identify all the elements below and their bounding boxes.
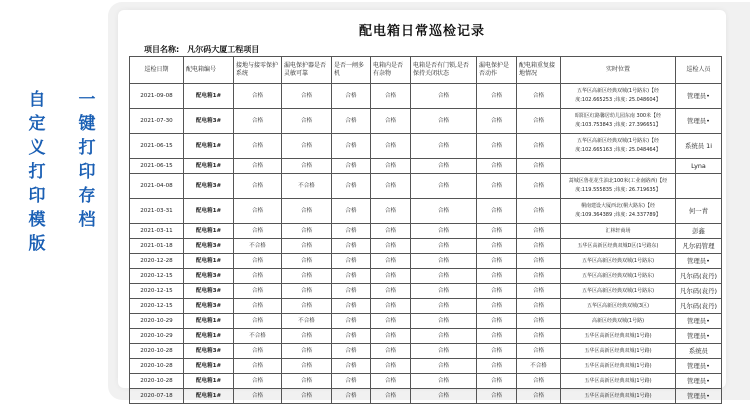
check-cell: 合格 [332, 269, 371, 284]
check-cell: 合格 [371, 134, 411, 159]
check-cell: 合格 [517, 84, 561, 109]
inspector-cell: 管理员• [676, 109, 722, 134]
document-page [118, 10, 726, 400]
location-cell: 五华区高新区经典双城(1号路) [561, 359, 676, 374]
project-label: 项目名称: [144, 45, 180, 54]
check-cell: 不合格 [282, 314, 332, 329]
inspector-cell [676, 174, 722, 199]
check-cell: 合格 [234, 159, 282, 174]
check-cell: 合格 [477, 254, 517, 269]
check-cell: 合格 [411, 269, 477, 284]
check-cell: 合格 [517, 284, 561, 299]
table-row [130, 344, 722, 359]
date-cell: 2020-07-18 [130, 389, 184, 404]
check-cell: 合格 [477, 284, 517, 299]
check-cell: 合格 [411, 344, 477, 359]
check-cell: 合格 [477, 389, 517, 404]
check-cell: 合格 [411, 389, 477, 404]
location-cell: 蒿城区鲁花花生油北100米(工业南路西)【经度:119.555835 ;纬度: 26.719635】 [561, 174, 676, 199]
side-char: 键 [78, 114, 96, 134]
box-cell: 配电箱1# [184, 224, 234, 239]
box-cell: 配电箱1# [184, 134, 234, 159]
table-row [130, 389, 722, 404]
check-cell: 合格 [517, 199, 561, 224]
box-cell: 配电箱3# [184, 239, 234, 254]
check-cell: 合格 [517, 269, 561, 284]
check-cell: 合格 [332, 134, 371, 159]
check-cell: 合格 [234, 344, 282, 359]
check-cell: 合格 [371, 299, 411, 314]
check-cell: 合格 [234, 199, 282, 224]
check-cell: 合格 [234, 134, 282, 159]
date-cell: 2020-12-15 [130, 299, 184, 314]
check-cell: 合格 [332, 374, 371, 389]
table-row [130, 239, 722, 254]
check-cell: 合格 [371, 344, 411, 359]
table-row [130, 224, 722, 239]
table-row [130, 269, 722, 284]
col-header: 漏电保护是否动作 [477, 57, 517, 84]
col-header: 巡检日期 [130, 57, 184, 84]
check-cell: 合格 [332, 344, 371, 359]
check-cell: 合格 [371, 374, 411, 389]
check-cell: 合格 [517, 344, 561, 359]
location-cell: 昭阳区红路馨居幼儿园东南 300米【经度:103.753843 ;纬度: 27.396651】 [561, 109, 676, 134]
box-cell: 配电箱1# [184, 374, 234, 389]
check-cell: 合格 [282, 359, 332, 374]
box-cell: 配电箱1# [184, 84, 234, 109]
check-cell: 合格 [517, 389, 561, 404]
inspector-cell: 凡尔码(袁丹) [676, 284, 722, 299]
col-header: 配电箱编号 [184, 57, 234, 84]
check-cell: 合格 [517, 374, 561, 389]
check-cell: 合格 [332, 314, 371, 329]
check-cell: 合格 [477, 239, 517, 254]
check-cell: 合格 [332, 174, 371, 199]
box-cell: 配电箱3# [184, 109, 234, 134]
check-cell: 合格 [517, 299, 561, 314]
check-cell: 合格 [234, 374, 282, 389]
table-row [130, 199, 722, 224]
table-row [130, 374, 722, 389]
check-cell: 合格 [411, 299, 477, 314]
table-row [130, 359, 722, 374]
check-cell: 合格 [234, 389, 282, 404]
side-char: 档 [78, 210, 96, 230]
check-cell: 合格 [371, 329, 411, 344]
side-char: 版 [28, 234, 46, 254]
check-cell: 合格 [332, 389, 371, 404]
inspector-cell: 凡尔码(袁丹) [676, 299, 722, 314]
inspector-cell: 管理员• [676, 84, 722, 109]
side-char: 印 [28, 186, 46, 206]
check-cell: 合格 [517, 134, 561, 159]
check-cell: 合格 [477, 269, 517, 284]
location-cell [561, 159, 676, 174]
check-cell: 合格 [477, 109, 517, 134]
check-cell: 合格 [517, 254, 561, 269]
table-body [130, 84, 722, 404]
check-cell: 合格 [332, 254, 371, 269]
table-row [130, 299, 722, 314]
check-cell: 合格 [517, 224, 561, 239]
col-header: 漏电保护器是否灵敏可靠 [282, 57, 332, 84]
check-cell: 合格 [234, 269, 282, 284]
check-cell: 合格 [477, 299, 517, 314]
check-cell: 合格 [282, 389, 332, 404]
box-cell: 配电箱1# [184, 314, 234, 329]
check-cell: 合格 [282, 239, 332, 254]
col-header: 实时位置 [561, 57, 676, 84]
side-char: 印 [78, 162, 96, 182]
check-cell: 合格 [371, 84, 411, 109]
check-cell: 合格 [332, 199, 371, 224]
inspection-table [129, 56, 722, 404]
side-char: 自 [28, 90, 46, 110]
check-cell: 合格 [332, 284, 371, 299]
check-cell: 合格 [411, 224, 477, 239]
check-cell: 合格 [371, 314, 411, 329]
location-cell: 五华区高新区经典双城(1号路) [561, 344, 676, 359]
check-cell: 合格 [332, 159, 371, 174]
date-cell: 2020-10-28 [130, 359, 184, 374]
table-header-row [130, 57, 722, 84]
box-cell: 配电箱3# [184, 299, 234, 314]
inspector-cell: 管理员• [676, 329, 722, 344]
check-cell: 合格 [371, 224, 411, 239]
check-cell: 合格 [332, 359, 371, 374]
side-char: 义 [28, 138, 46, 158]
check-cell: 合格 [234, 299, 282, 314]
side-caption-one-click-print [76, 88, 98, 232]
col-header: 配电箱重复接地情况 [517, 57, 561, 84]
location-cell: 五华区高新区经典双城(1号路东) [561, 254, 676, 269]
side-char: 存 [78, 186, 96, 206]
check-cell: 不合格 [234, 239, 282, 254]
box-cell: 配电箱3# [184, 284, 234, 299]
inspector-cell: 管理员• [676, 374, 722, 389]
location-cell: 五华区高新区经典双城(3区) [561, 299, 676, 314]
check-cell: 合格 [371, 239, 411, 254]
date-cell: 2020-12-15 [130, 284, 184, 299]
check-cell: 合格 [282, 374, 332, 389]
inspector-cell: 彭鑫 [676, 224, 722, 239]
inspector-cell: 系统员 1i [676, 134, 722, 159]
document-title: 配电箱日常巡检记录 [358, 24, 485, 39]
date-cell: 2021-09-08 [130, 84, 184, 109]
location-cell: 五华区高新区经典双城(1号路东) [561, 269, 676, 284]
table-row [130, 159, 722, 174]
inspector-cell: 何一青 [676, 199, 722, 224]
location-cell: 高新区经典双城(1号路) [561, 314, 676, 329]
check-cell: 合格 [477, 174, 517, 199]
date-cell: 2020-12-15 [130, 269, 184, 284]
side-char: 一 [78, 90, 96, 110]
col-header: 是否一闸多机 [332, 57, 371, 84]
table-row [130, 84, 722, 109]
box-cell: 配电箱1# [184, 359, 234, 374]
location-cell: 五华区高新区经典双城(1号路东)【经度:102.665163 ;纬度: 25.048464】 [561, 134, 676, 159]
box-cell: 配电箱1# [184, 389, 234, 404]
side-char: 打 [28, 162, 46, 182]
check-cell: 合格 [411, 199, 477, 224]
date-cell: 2021-01-18 [130, 239, 184, 254]
check-cell: 合格 [371, 269, 411, 284]
box-cell: 配电箱1# [184, 254, 234, 269]
check-cell: 合格 [332, 224, 371, 239]
check-cell: 合格 [332, 329, 371, 344]
check-cell: 合格 [282, 254, 332, 269]
check-cell: 合格 [371, 389, 411, 404]
check-cell: 合格 [371, 199, 411, 224]
check-cell: 合格 [371, 284, 411, 299]
col-header: 电箱内是否有杂物 [371, 57, 411, 84]
check-cell: 合格 [332, 239, 371, 254]
check-cell: 合格 [282, 284, 332, 299]
check-cell: 合格 [234, 109, 282, 134]
inspector-cell: 凡尔码管理 [676, 239, 722, 254]
check-cell: 合格 [477, 134, 517, 159]
check-cell: 合格 [477, 84, 517, 109]
check-cell: 合格 [332, 84, 371, 109]
box-cell: 配电箱3# [184, 174, 234, 199]
check-cell: 合格 [411, 329, 477, 344]
check-cell: 合格 [517, 109, 561, 134]
check-cell: 合格 [517, 239, 561, 254]
inspector-cell: 凡尔码(袁丹) [676, 269, 722, 284]
table-row [130, 284, 722, 299]
box-cell: 配电箱1# [184, 329, 234, 344]
check-cell: 合格 [371, 254, 411, 269]
location-cell: 桐南建设大厦西北(桐大路东)【经度:109.364389 ;纬度: 24.337789】 [561, 199, 676, 224]
check-cell: 合格 [332, 109, 371, 134]
check-cell: 合格 [477, 359, 517, 374]
location-cell: 五华区高新区经典双城(1号路东) [561, 284, 676, 299]
check-cell: 合格 [234, 174, 282, 199]
check-cell: 合格 [234, 84, 282, 109]
side-caption-custom-template [26, 88, 48, 256]
check-cell: 合格 [477, 329, 517, 344]
check-cell: 合格 [282, 159, 332, 174]
check-cell: 不合格 [234, 329, 282, 344]
check-cell: 合格 [411, 134, 477, 159]
check-cell: 合格 [411, 359, 477, 374]
check-cell: 合格 [332, 299, 371, 314]
check-cell: 合格 [477, 314, 517, 329]
table-row [130, 109, 722, 134]
box-cell: 配电箱3# [184, 269, 234, 284]
check-cell: 合格 [234, 359, 282, 374]
check-cell: 合格 [477, 374, 517, 389]
date-cell: 2021-06-15 [130, 134, 184, 159]
check-cell: 合格 [234, 254, 282, 269]
check-cell: 合格 [517, 314, 561, 329]
date-cell: 2021-03-31 [130, 199, 184, 224]
check-cell: 合格 [282, 199, 332, 224]
check-cell: 合格 [411, 374, 477, 389]
check-cell: 合格 [282, 269, 332, 284]
date-cell: 2020-10-29 [130, 329, 184, 344]
project-line [144, 44, 259, 55]
check-cell: 合格 [282, 109, 332, 134]
date-cell: 2020-10-28 [130, 374, 184, 389]
check-cell: 合格 [411, 284, 477, 299]
date-cell: 2021-04-08 [130, 174, 184, 199]
box-cell: 配电箱3# [184, 344, 234, 359]
side-char: 打 [78, 138, 96, 158]
col-header: 巡检人员 [676, 57, 722, 84]
location-cell: 五华区高新区经典双城(1号路东)【经度:102.665253 ;纬度: 25.048604】 [561, 84, 676, 109]
check-cell: 合格 [477, 224, 517, 239]
inspector-cell: 管理员• [676, 359, 722, 374]
date-cell: 2021-03-11 [130, 224, 184, 239]
check-cell: 合格 [234, 284, 282, 299]
table-row [130, 314, 722, 329]
inspector-cell: 系统员 [676, 344, 722, 359]
check-cell: 合格 [517, 329, 561, 344]
location-cell: 五华区高新区经典双城D区(1号路东) [561, 239, 676, 254]
inspector-cell: 管理员• [676, 254, 722, 269]
check-cell: 合格 [477, 159, 517, 174]
inspector-cell: 管理员• [676, 389, 722, 404]
check-cell: 合格 [234, 314, 282, 329]
table-row [130, 174, 722, 199]
date-cell: 2020-10-28 [130, 344, 184, 359]
location-cell: 五华区高新区经典双城(1号路) [561, 329, 676, 344]
table-row [130, 134, 722, 159]
check-cell: 合格 [411, 84, 477, 109]
check-cell: 合格 [411, 174, 477, 199]
table-row [130, 329, 722, 344]
date-cell: 2020-10-29 [130, 314, 184, 329]
check-cell: 不合格 [517, 359, 561, 374]
col-header: 接地与接零保护系统 [234, 57, 282, 84]
table-row [130, 254, 722, 269]
inspector-cell: 管理员• [676, 314, 722, 329]
check-cell: 合格 [282, 134, 332, 159]
box-cell: 配电箱1# [184, 199, 234, 224]
project-value: 凡尔码大厦工程项目 [187, 45, 260, 54]
check-cell: 合格 [282, 84, 332, 109]
location-cell: 五华区高新区经典双城(1号路) [561, 374, 676, 389]
check-cell: 合格 [371, 109, 411, 134]
check-cell: 合格 [517, 159, 561, 174]
check-cell: 合格 [411, 314, 477, 329]
check-cell: 合格 [411, 239, 477, 254]
location-cell: 五华区高新区经典双城(1号路) [561, 389, 676, 404]
check-cell: 合格 [282, 299, 332, 314]
date-cell: 2021-07-30 [130, 109, 184, 134]
check-cell: 合格 [411, 159, 477, 174]
check-cell: 合格 [282, 344, 332, 359]
inspector-cell: Lyna [676, 159, 722, 174]
check-cell: 合格 [477, 344, 517, 359]
check-cell: 合格 [282, 224, 332, 239]
check-cell: 合格 [517, 174, 561, 199]
location-cell: 汇林轩商场 [561, 224, 676, 239]
check-cell: 合格 [371, 359, 411, 374]
check-cell: 合格 [234, 224, 282, 239]
check-cell: 合格 [477, 199, 517, 224]
date-cell: 2021-06-15 [130, 159, 184, 174]
check-cell: 合格 [282, 329, 332, 344]
box-cell: 配电箱1# [184, 159, 234, 174]
check-cell: 合格 [371, 174, 411, 199]
check-cell: 合格 [411, 109, 477, 134]
col-header: 电箱是否有门锁,是否保持关闭状态 [411, 57, 477, 84]
check-cell: 合格 [371, 159, 411, 174]
check-cell: 合格 [411, 254, 477, 269]
side-char: 模 [28, 210, 46, 230]
check-cell: 不合格 [282, 174, 332, 199]
date-cell: 2020-12-28 [130, 254, 184, 269]
side-char: 定 [28, 114, 46, 134]
